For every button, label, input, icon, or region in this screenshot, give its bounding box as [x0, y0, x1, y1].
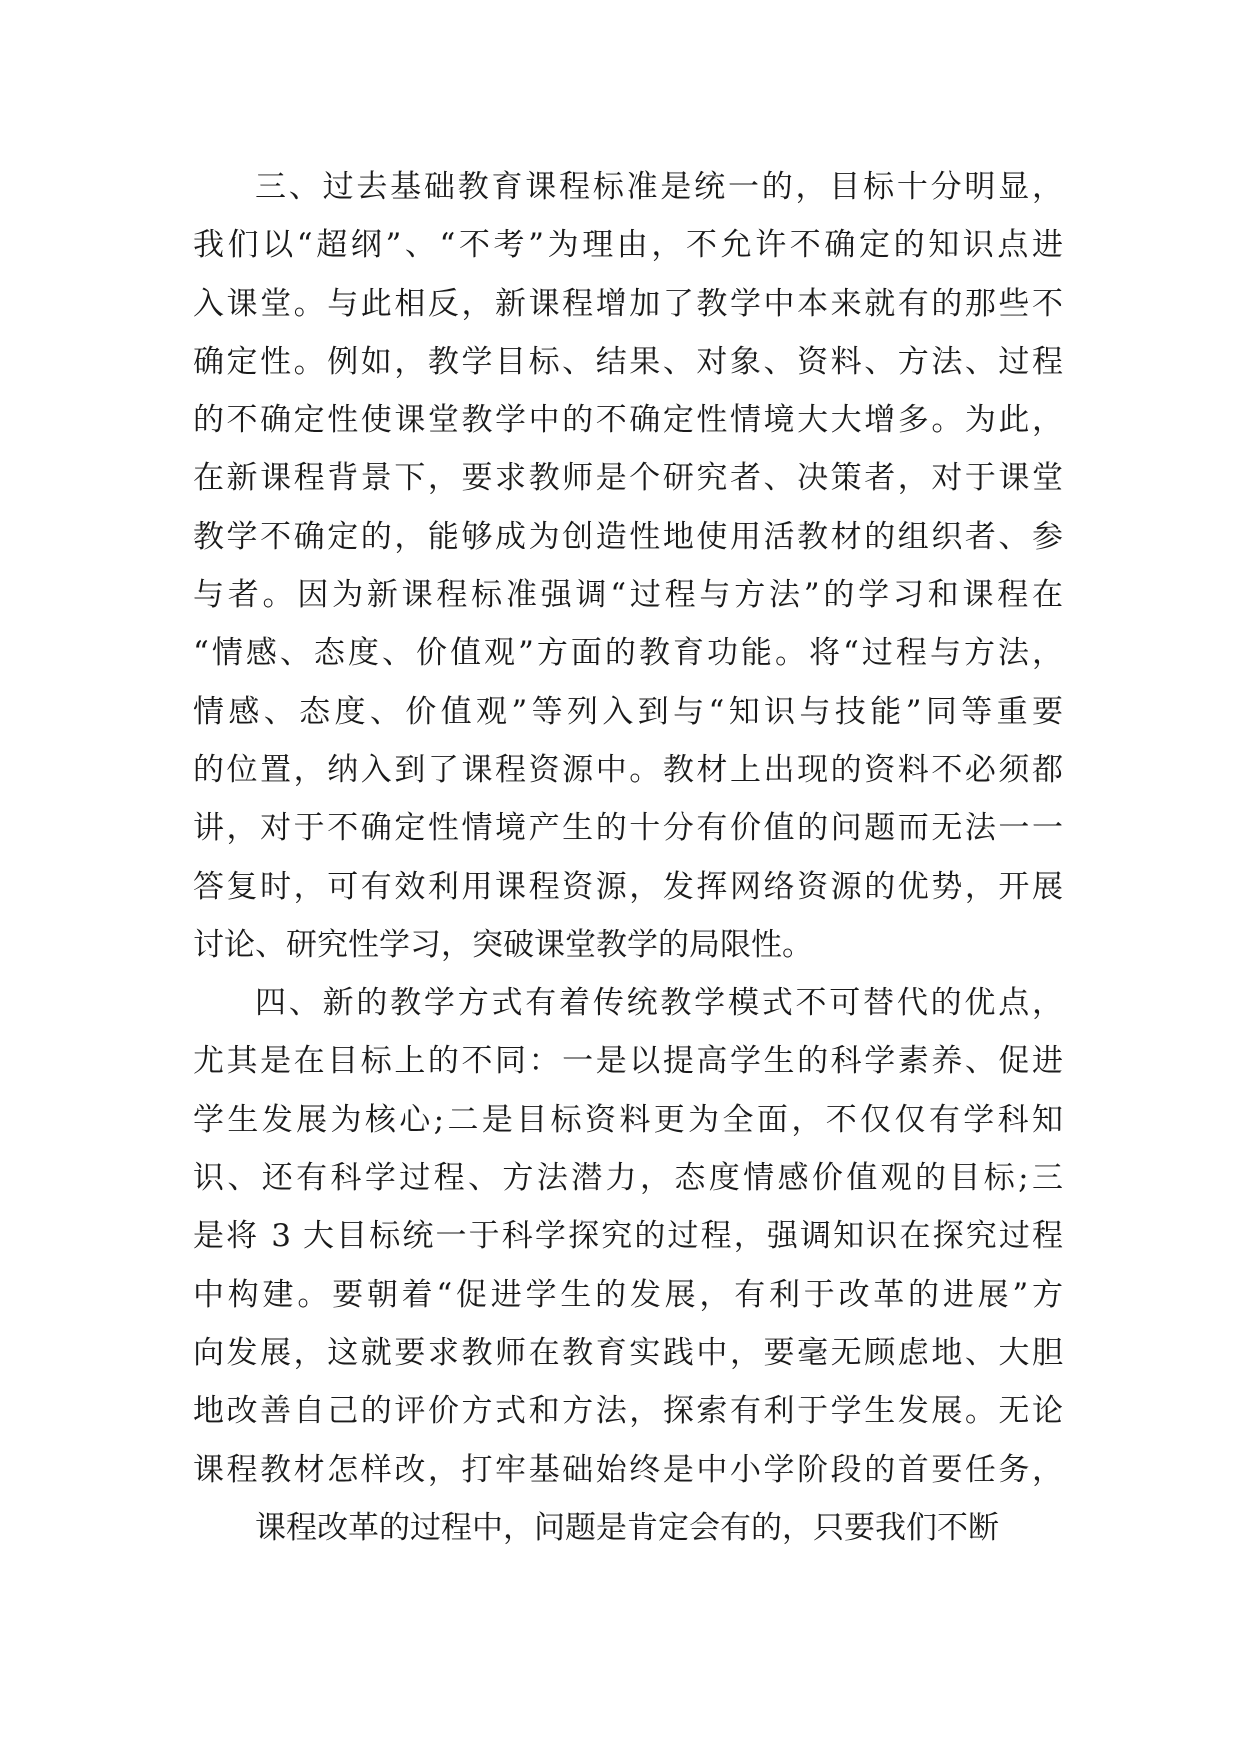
text-line: 课程改革的过程中，问题是肯定会有的，只要我们不断: [255, 1509, 999, 1546]
text-line: 地改善自己的评价方式和方法，探索有利于学生发展。无论: [193, 1393, 1063, 1430]
text-line: 情感、态度、价值观”等列入到与“知识与技能”同等重要: [193, 693, 1063, 730]
text-line: 三、过去基础教育课程标准是统一的，目标十分明显，: [255, 169, 1063, 205]
text-line: 中构建。要朝着“促进学生的发展，有利于改革的进展”方: [193, 1276, 1063, 1313]
paragraph-3: [193, 158, 1063, 974]
text-line: 讲，对于不确定性情境产生的十分有价值的问题而无法一一: [193, 810, 1063, 847]
text-line: 我们以“超纲”、“不考”为理由，不允许不确定的知识点进: [193, 227, 1063, 264]
text-line: 是将 3 大目标统一于科学探究的过程，强调知识在探究过程: [193, 1218, 1063, 1255]
text-line: 答复时，可有效利用课程资源，发挥网络资源的优势，开展: [193, 868, 1063, 905]
text-line: 向发展，这就要求教师在教育实践中，要毫无顾虑地、大胆: [193, 1334, 1063, 1371]
paragraph-closing: [193, 1499, 1063, 1557]
text-line: 课程教材怎样改，打牢基础始终是中小学阶段的首要任务，: [193, 1451, 1063, 1488]
text-line: 在新课程背景下，要求教师是个研究者、决策者，对于课堂: [193, 460, 1063, 497]
text-line: 的位置，纳入到了课程资源中。教材上出现的资料不必须都: [193, 751, 1063, 788]
text-line: 尤其是在目标上的不同：一是以提高学生的科学素养、促进: [193, 1043, 1063, 1080]
text-line: 讨论、研究性学习，突破课堂教学的局限性。: [193, 926, 813, 963]
paragraph-4: [193, 974, 1063, 1499]
text-line: 入课堂。与此相反，新课程增加了教学中本来就有的那些不: [193, 285, 1063, 322]
body-text: [193, 158, 1063, 1557]
text-line: 学生发展为核心;二是目标资料更为全面，不仅仅有学科知: [193, 1101, 1063, 1138]
text-line: “情感、态度、价值观”方面的教育功能。将“过程与方法，: [193, 635, 1063, 672]
text-line: 四、新的教学方式有着传统教学模式不可替代的优点，: [255, 985, 1063, 1022]
text-line: 识、还有科学过程、方法潜力，态度情感价值观的目标;三: [193, 1160, 1063, 1197]
text-line: 教学不确定的，能够成为创造性地使用活教材的组织者、参: [193, 518, 1063, 555]
text-line: 的不确定性使课堂教学中的不确定性情境大大增多。为此，: [193, 402, 1063, 439]
text-line: 与者。因为新课程标准强调“过程与方法”的学习和课程在: [193, 577, 1063, 614]
text-line: 确定性。例如，教学目标、结果、对象、资料、方法、过程: [193, 343, 1063, 380]
